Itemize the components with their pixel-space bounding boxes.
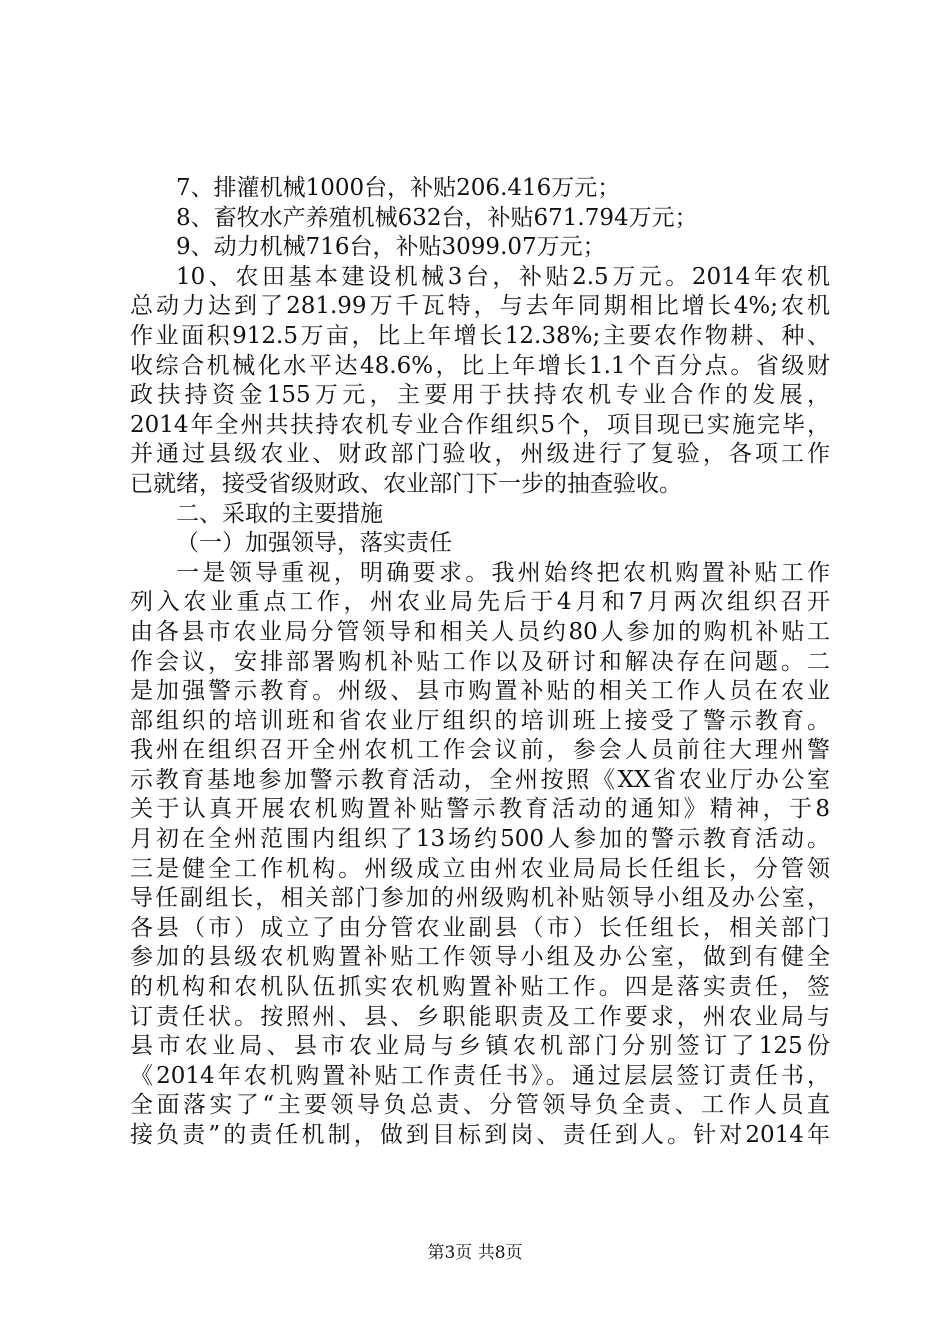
paragraph-line: 县市农业局、县市农业局与乡镇农机部门分别签订了125份 [130, 1033, 830, 1060]
paragraph-line: 作业面积912.5万亩，比上年增长12.38%;主要农作物耕、种、 [130, 322, 830, 349]
subsection-heading: （一）加强领导，落实责任 [176, 530, 452, 557]
paragraph-line: 三是健全工作机构。州级成立由州农业局局长任组长，分管领 [130, 855, 830, 882]
paragraph-line: 导任副组长，相关部门参加的州级购机补贴领导小组及办公室， [130, 885, 830, 912]
paragraph-line: 由各县市农业局分管领导和相关人员约80人参加的购机补贴工 [130, 618, 830, 645]
paragraph-line: 并通过县级农业、财政部门验收，州级进行了复验，各项工作 [130, 441, 830, 468]
list-item-10: 10、农田基本建设机械3台，补贴2.5万元。2014年农机 [176, 263, 830, 290]
paragraph-line: 参加的县级农机购置补贴工作领导小组及办公室，做到有健全 [130, 944, 830, 971]
paragraph-line: 政扶持资金155万元，主要用于扶持农机专业合作的发展， [130, 382, 830, 409]
paragraph-line: 是加强警示教育。州级、县市购置补贴的相关工作人员在农业 [130, 678, 830, 705]
paragraph-line: 作会议，安排部署购机补贴工作以及研讨和解决存在问题。二 [130, 648, 830, 675]
paragraph-line: 《2014年农机购置补贴工作责任书》。通过层层签订责任书， [130, 1062, 830, 1089]
paragraph-line: 我州在组织召开全州农机工作会议前，参会人员前往大理州警 [130, 737, 830, 764]
list-item-7: 7、排灌机械1000台，补贴206.416万元； [176, 175, 621, 201]
document-body [130, 174, 830, 1151]
paragraph-line: 示教育基地参加警示教育活动，全州按照《XX省农业厅办公室 [130, 766, 830, 793]
section-heading: 二、采取的主要措施 [176, 500, 383, 527]
paragraph-line: 全面落实了“主要领导负总责、分管领导负全责、工作人员直 [130, 1092, 830, 1119]
paragraph-line: 总动力达到了281.99万千瓦特，与去年同期相比增长4%;农机 [130, 293, 830, 320]
paragraph-line: 列入农业重点工作，州农业局先后于4月和7月两次组织召开 [130, 589, 830, 616]
paragraph-line: 月初在全州范围内组织了13场约500人参加的警示教育活动。 [130, 826, 830, 853]
paragraph-line: 2014年全州共扶持农机专业合作组织5个，项目现已实施完毕， [130, 411, 830, 438]
paragraph-line: 关于认真开展农机购置补贴警示教育活动的通知》精神，于8 [130, 796, 830, 823]
paragraph-line: 各县（市）成立了由分管农业副县（市）长任组长，相关部门 [130, 914, 830, 941]
paragraph-line: 订责任状。按照州、县、乡职能职责及工作要求，州农业局与 [130, 1003, 830, 1030]
paragraph-line: 已就绪，接受省级财政、农业部门下一步的抽查验收。 [130, 470, 682, 497]
paragraph-line: 收综合机械化水平达48.6%，比上年增长1.1个百分点。省级财 [130, 352, 830, 379]
paragraph-line: 部组织的培训班和省农业厅组织的培训班上接受了警示教育。 [130, 707, 830, 734]
list-item-9: 9、动力机械716台，补贴3099.07万元； [176, 234, 606, 261]
paragraph-line: 一是领导重视，明确要求。我州始终把农机购置补贴工作 [176, 559, 830, 586]
list-item-8: 8、畜牧水产养殖机械632台，补贴671.794万元； [176, 204, 698, 231]
paragraph-line: 接负责”的责任机制，做到目标到岗、责任到人。针对2014年 [130, 1122, 830, 1148]
page-footer [0, 1242, 950, 1264]
page-number: 第3页 共8页 [427, 1243, 523, 1263]
paragraph-line: 的机构和农机队伍抓实农机购置补贴工作。四是落实责任，签 [130, 974, 830, 1001]
